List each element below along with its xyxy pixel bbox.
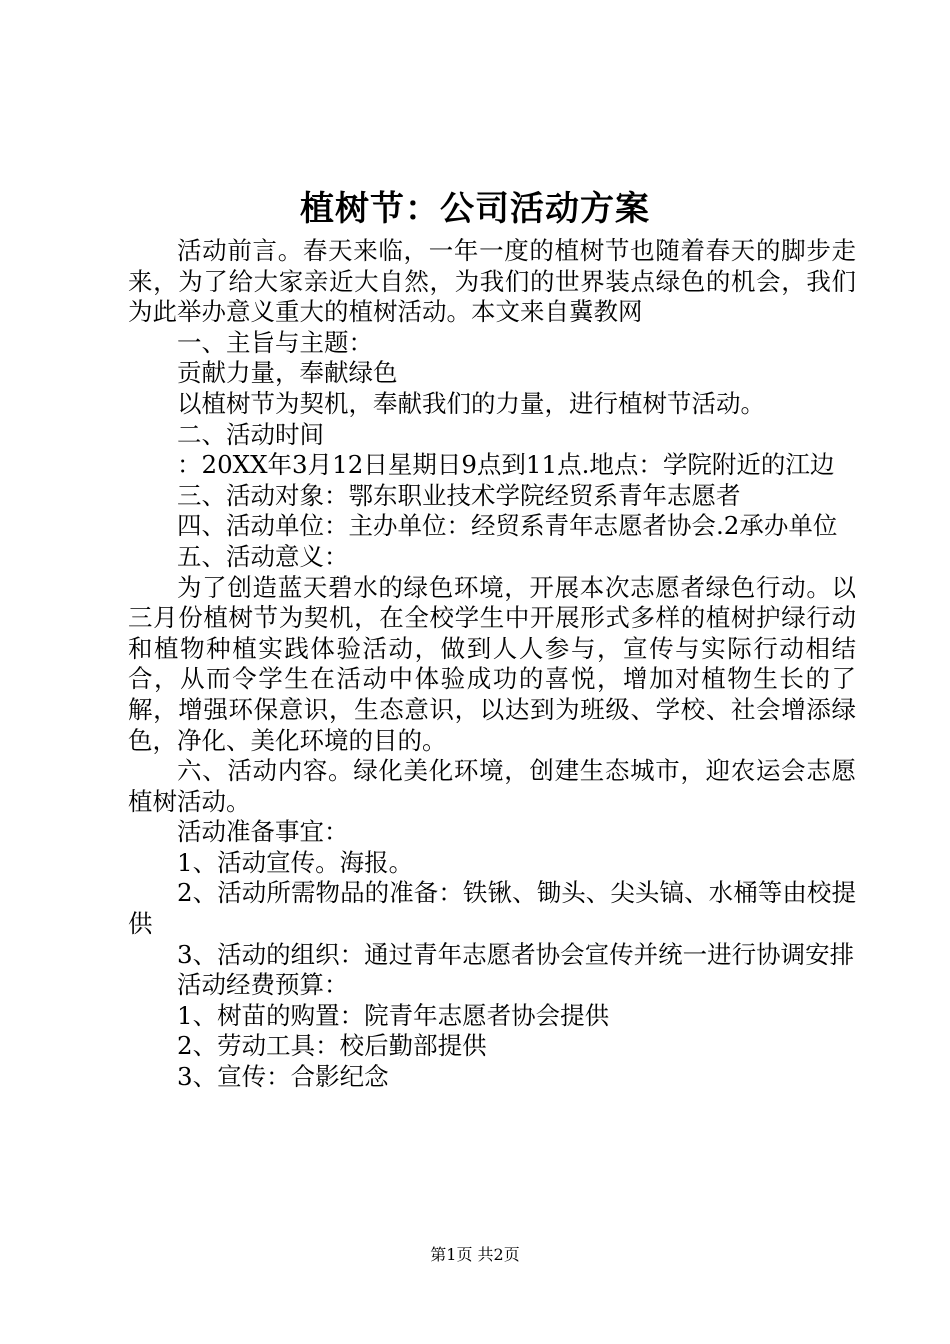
paragraph-target: 三、活动对象：鄂东职业技术学院经贸系青年志愿者: [177, 480, 741, 510]
paragraph-heading-preparation: 活动准备事宜：: [177, 817, 349, 847]
paragraph-heading-significance: 五、活动意义：: [177, 541, 349, 571]
document-body: [128, 236, 856, 1093]
page-number: 第1页 共2页: [430, 1245, 520, 1264]
list-item-budget-1: 1、树苗的购置：院青年志愿者协会提供: [177, 1000, 610, 1030]
paragraph-heading-time: 二、活动时间: [177, 419, 324, 449]
list-item-budget-3: 3、宣传：合影纪念: [177, 1062, 389, 1092]
document-title: 植树节：公司活动方案: [300, 189, 650, 229]
list-item-preparation-1: 1、活动宣传。海报。: [177, 847, 414, 877]
list-item-preparation-3: 3、活动的组织：通过青年志愿者协会宣传并统一进行协调安排: [177, 939, 855, 969]
paragraph-theme-slogan: 贡献力量，奉献绿色: [177, 358, 398, 388]
paragraph-significance: 为了创造蓝天碧水的绿色环境，开展本次志愿者绿色行动。以三月份植树节为契机，在全校学生中开展形式多样的植树护绿行动和植物种植实践体验活动，做到人人参与，宣传与实际行动相结合，从而令学生在活动中体验成功的喜悦，增加对植物生长的了解，增强环保意识，生态意识，以达到为班级、学校、社会增添绿色，净化、美化环境的目的。: [128, 572, 856, 755]
paragraph-heading-theme: 一、主旨与主题：: [177, 327, 373, 357]
paragraph-heading-budget: 活动经费预算：: [177, 970, 349, 1000]
page-footer: [0, 1245, 950, 1265]
paragraph-theme-detail: 以植树节为契机，奉献我们的力量，进行植树节活动。: [177, 388, 765, 418]
list-item-preparation-2: 2、活动所需物品的准备：铁锹、锄头、尖头镐、水桶等由校提供: [128, 878, 856, 939]
paragraph-preface: 活动前言。春天来临，一年一度的植树节也随着春天的脚步走来，为了给大家亲近大自然，为我们的世界装点绿色的机会，我们为此举办意义重大的植树活动。本文来自冀教网: [128, 236, 856, 327]
paragraph-content: 六、活动内容。绿化美化环境，创建生态城市，迎农运会志愿植树活动。: [128, 756, 856, 816]
paragraph-organizer: 四、活动单位：主办单位：经贸系青年志愿者协会.2承办单位: [177, 511, 838, 541]
list-item-budget-2: 2、劳动工具：校后勤部提供: [177, 1031, 487, 1061]
paragraph-time-place: ：20XX年3月12日星期日9点到11点.地点：学院附近的江边: [177, 450, 835, 480]
